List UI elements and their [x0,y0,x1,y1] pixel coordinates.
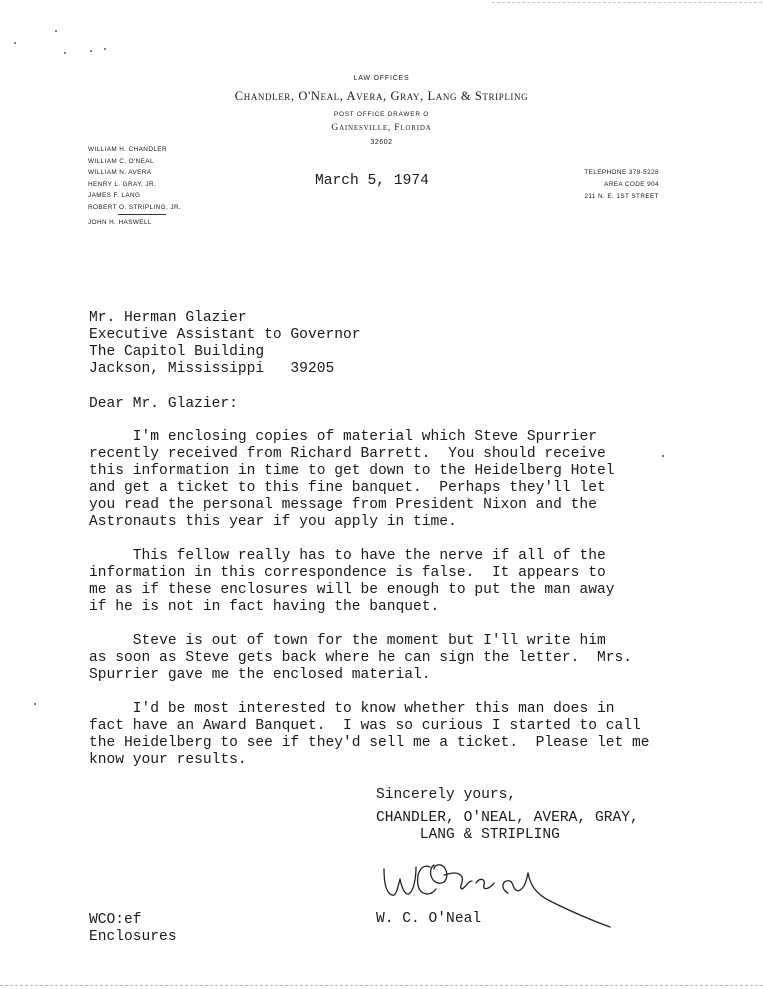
letterhead-firm-name: Chandler, O'Neal, Avera, Gray, Lang & Stripling [234,89,529,103]
firm-signature-line: CHANDLER, O'NEAL, AVERA, GRAY, [376,810,639,826]
scan-speck [90,50,92,52]
partner-list [88,144,181,229]
body-paragraph: Steve is out of town for the moment but I'll write him as soon as Steve gets back where he can sign the letter. Mrs. Spurrier gave me the enclosed material. [89,633,632,683]
scan-speck [104,48,106,50]
scan-speck [64,52,66,54]
street-address: 211 N. E. 1ST STREET [584,193,659,200]
valediction: Sincerely yours, [376,787,517,803]
body-paragraph: I'd be most interested to know whether this man does in fact have an Award Banquet. I was so curious I started to call the Heidelberg to see if they'd sell me a ticket. Please let me know your results. [89,701,650,768]
scan-speck [34,703,36,705]
enclosures-note: Enclosures [89,929,177,945]
area-code: AREA CODE 904 [604,181,659,188]
scan-edge-top [492,2,762,3]
firm-signature-line: LANG & STRIPLING [376,827,560,843]
partner-divider [118,214,166,215]
typist-initials: WCO:ef [89,912,142,928]
letterhead-zip: 32602 [370,139,393,146]
scan-edge-bottom [0,985,763,986]
reference-block [89,912,177,946]
letterhead-po-box: POST OFFICE DRAWER O [333,111,430,118]
scan-speck [14,42,16,44]
recipient-line: Mr. Herman Glazier [89,310,247,326]
letterhead-city: Gainesville, Florida [331,123,432,133]
closing-block [376,787,639,844]
body-paragraph: This fellow really has to have the nerve if all of the information in this correspondence is false. It appears to me as if these enclosures will be enough to put the man away if he is not in fact having the banquet. [89,548,615,615]
partner-name: WILLIAM H. CHANDLER [88,146,167,153]
body-paragraph: I'm enclosing copies of material which Steve Spurrier recently received from Richard Barrett. You should receive this information in time to get down to the Heidelberg Hotel and get a ticket to this fine banquet. Perhaps they'll let you read the personal message from President Nixon and the Astronauts this year if you apply in time. [89,429,615,530]
recipient-line: The Capitol Building [89,344,265,360]
partner-name: HENRY L. GRAY, JR. [88,180,157,188]
partner-name: WILLIAM N. AVERA [88,169,152,176]
telephone: TELEPHONE 378-5228 [584,169,659,176]
associate-name: JOHN H. HASWELL [88,219,152,226]
letterhead-law-offices: LAW OFFICES [353,75,410,82]
partner-name: JAMES F. LANG [88,192,141,199]
letter-body [89,429,689,786]
salutation: Dear Mr. Glazier: [89,396,238,412]
contact-block [584,167,659,203]
recipient-address [89,310,361,378]
scan-speck [55,30,57,32]
partner-name: ROBERT O. STRIPLING, JR. [88,203,182,211]
partner-name: WILLIAM C. O'NEAL [88,157,154,165]
signer-name: W. C. O'Neal [376,911,482,927]
letter-date: March 5, 1974 [315,173,429,189]
recipient-line: Executive Assistant to Governor [89,327,361,343]
recipient-line: Jackson, Mississippi 39205 [89,361,335,377]
